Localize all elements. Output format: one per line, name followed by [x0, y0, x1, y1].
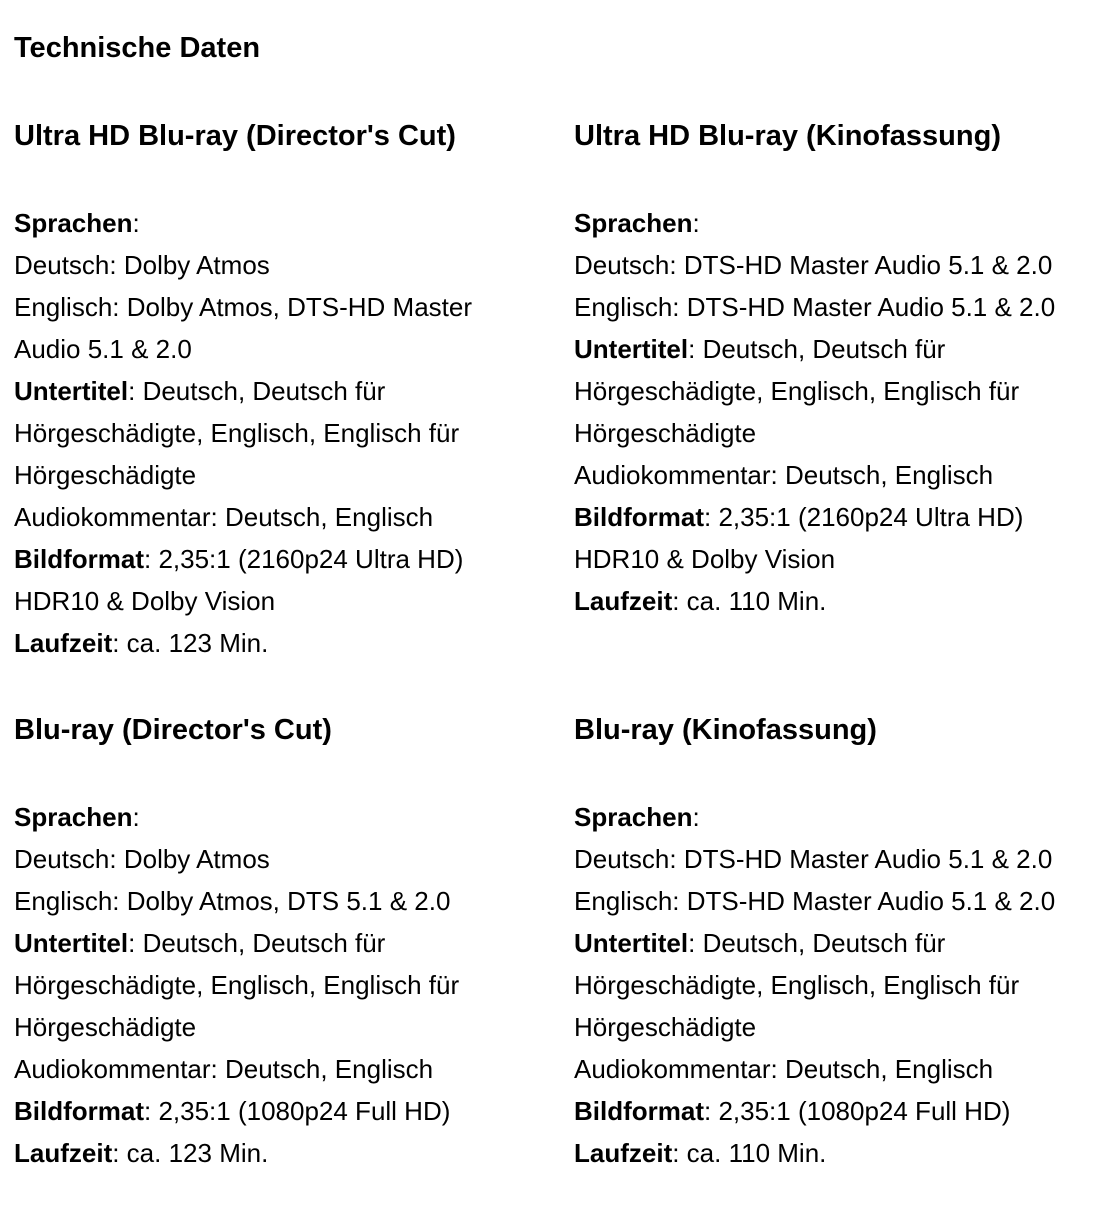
spec-value: Audiokommentar: Deutsch, Englisch	[14, 1054, 434, 1084]
spec-value: Hörgeschädigte, Englisch, Englisch für	[14, 970, 460, 1000]
spec-line	[574, 244, 1055, 286]
spec-value: : ca. 110 Min.	[672, 1138, 827, 1168]
spec-line	[574, 286, 1055, 328]
spec-value: HDR10 & Dolby Vision	[574, 544, 836, 574]
spec-line	[574, 454, 1055, 496]
spec-line	[14, 496, 472, 538]
section-uhd-kinofassung	[574, 116, 1112, 616]
spec-line	[574, 538, 1055, 580]
spec-value: : ca. 123 Min.	[112, 1138, 269, 1168]
spec-list	[574, 202, 1055, 622]
spec-label: Untertitel	[14, 928, 129, 958]
spec-line	[14, 244, 472, 286]
section-bluray-directors-cut	[14, 710, 554, 1168]
spec-label: Untertitel	[574, 334, 689, 364]
spec-line	[574, 838, 1055, 880]
spec-value: Englisch: Dolby Atmos, DTS 5.1 & 2.0	[14, 886, 451, 916]
spec-list	[14, 202, 472, 664]
spec-label: Sprachen	[574, 802, 693, 832]
spec-value: : Deutsch, Deutsch für	[128, 376, 386, 406]
spec-value: Deutsch: Dolby Atmos	[14, 250, 270, 280]
spec-list	[574, 796, 1055, 1174]
spec-value: Englisch: DTS-HD Master Audio 5.1 & 2.0	[574, 886, 1056, 916]
spec-value: Englisch: DTS-HD Master Audio 5.1 & 2.0	[574, 292, 1056, 322]
spec-line	[574, 1132, 1055, 1174]
spec-line	[574, 964, 1055, 1006]
spec-line	[574, 796, 1055, 838]
spec-value: : Deutsch, Deutsch für	[688, 334, 946, 364]
spec-label: Laufzeit	[14, 628, 113, 658]
spec-value: Deutsch: Dolby Atmos	[14, 844, 270, 874]
spec-value: :	[692, 208, 700, 238]
spec-line	[14, 1090, 459, 1132]
spec-line	[14, 964, 459, 1006]
spec-label: Untertitel	[14, 376, 129, 406]
spec-line	[14, 1048, 459, 1090]
spec-value: : 2,35:1 (1080p24 Full HD)	[144, 1096, 451, 1126]
spec-label: Sprachen	[574, 208, 693, 238]
spec-value: Deutsch: DTS-HD Master Audio 5.1 & 2.0	[574, 844, 1053, 874]
spec-line	[14, 328, 472, 370]
spec-line	[574, 370, 1055, 412]
spec-value: Hörgeschädigte, Englisch, Englisch für	[574, 970, 1020, 1000]
spec-value: Hörgeschädigte	[574, 418, 757, 448]
spec-label: Laufzeit	[574, 1138, 673, 1168]
spec-line	[574, 922, 1055, 964]
spec-value: Audiokommentar: Deutsch, Englisch	[574, 460, 994, 490]
spec-label: Untertitel	[574, 928, 689, 958]
section-title: Ultra HD Blu-ray (Kinofassung)	[574, 120, 1001, 152]
spec-value: Englisch: Dolby Atmos, DTS-HD Master	[14, 292, 473, 322]
spec-line	[574, 880, 1055, 922]
section-title: Blu-ray (Kinofassung)	[574, 714, 877, 746]
spec-label: Bildformat	[574, 1096, 704, 1126]
page-title: Technische Daten	[14, 32, 261, 64]
spec-value: :	[132, 802, 140, 832]
spec-value: Hörgeschädigte	[574, 1012, 757, 1042]
spec-line	[14, 838, 459, 880]
spec-line	[14, 880, 459, 922]
spec-value: : 2,35:1 (2160p24 Ultra HD)	[704, 502, 1024, 532]
spec-line	[574, 1090, 1055, 1132]
spec-line	[574, 580, 1055, 622]
spec-line	[14, 580, 472, 622]
spec-value: Hörgeschädigte, Englisch, Englisch für	[574, 376, 1020, 406]
spec-line	[14, 1006, 459, 1048]
spec-line	[14, 412, 472, 454]
spec-label: Bildformat	[574, 502, 704, 532]
spec-line	[14, 370, 472, 412]
spec-line	[14, 622, 472, 664]
spec-value: Audiokommentar: Deutsch, Englisch	[574, 1054, 994, 1084]
spec-value: Audiokommentar: Deutsch, Englisch	[14, 502, 434, 532]
spec-line	[574, 1006, 1055, 1048]
spec-line	[574, 328, 1055, 370]
spec-line	[14, 202, 472, 244]
spec-value: Hörgeschädigte	[14, 1012, 197, 1042]
spec-value: : Deutsch, Deutsch für	[688, 928, 946, 958]
spec-line	[14, 796, 459, 838]
spec-line	[14, 286, 472, 328]
spec-value: :	[692, 802, 700, 832]
spec-line	[574, 412, 1055, 454]
spec-label: Laufzeit	[14, 1138, 113, 1168]
spec-label: Sprachen	[14, 802, 133, 832]
section-title: Ultra HD Blu-ray (Director's Cut)	[14, 120, 456, 152]
spec-line	[14, 1132, 459, 1174]
spec-value: : ca. 110 Min.	[672, 586, 827, 616]
section-uhd-directors-cut	[14, 116, 554, 658]
spec-value: : ca. 123 Min.	[112, 628, 269, 658]
spec-line	[574, 496, 1055, 538]
spec-label: Bildformat	[14, 1096, 144, 1126]
spec-line	[574, 1048, 1055, 1090]
spec-value: HDR10 & Dolby Vision	[14, 586, 276, 616]
spec-value: Audio 5.1 & 2.0	[14, 334, 192, 364]
spec-value: : 2,35:1 (2160p24 Ultra HD)	[144, 544, 464, 574]
spec-line	[14, 454, 472, 496]
spec-line	[14, 922, 459, 964]
spec-value: :	[132, 208, 140, 238]
section-bluray-kinofassung	[574, 710, 1112, 1168]
spec-list	[14, 796, 459, 1174]
spec-value: : 2,35:1 (1080p24 Full HD)	[704, 1096, 1011, 1126]
spec-label: Laufzeit	[574, 586, 673, 616]
spec-line	[14, 538, 472, 580]
spec-label: Sprachen	[14, 208, 133, 238]
spec-value: Hörgeschädigte, Englisch, Englisch für	[14, 418, 460, 448]
spec-value: Hörgeschädigte	[14, 460, 197, 490]
section-title: Blu-ray (Director's Cut)	[14, 714, 332, 746]
spec-label: Bildformat	[14, 544, 144, 574]
spec-line	[574, 202, 1055, 244]
spec-value: Deutsch: DTS-HD Master Audio 5.1 & 2.0	[574, 250, 1053, 280]
spec-value: : Deutsch, Deutsch für	[128, 928, 386, 958]
